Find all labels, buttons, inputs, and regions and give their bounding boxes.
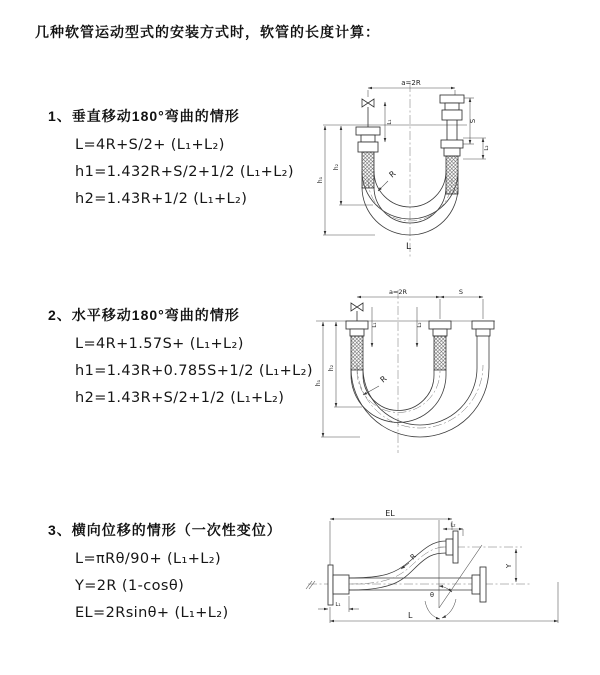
formula-line: h1=1.432R+S/2+1/2 (L₁+L₂) (75, 164, 294, 180)
section-3-heading: 3、横向位移的情形（一次性变位） (48, 522, 282, 538)
dim-label-l2: L₂ (450, 522, 456, 529)
radius-label: R (387, 169, 398, 180)
dim-label-h2: h₂ (333, 163, 340, 171)
angle-label: θ (430, 591, 434, 599)
dim-label-el: EL (385, 509, 395, 518)
hose-curves (351, 336, 489, 437)
dimension-lines (318, 519, 558, 623)
formula-line: EL=2Rsinθ+ (L₁+L₂) (75, 605, 229, 621)
section-3-formulas (48, 551, 282, 621)
s-curve-hose (349, 541, 446, 590)
lower-right-flange (472, 567, 486, 602)
length-label: L (406, 242, 412, 252)
section-1-heading: 1、垂直移动180°弯曲的情形 (48, 108, 240, 124)
page-title: 几种软管运动型式的安装方式时，软管的长度计算： (35, 24, 380, 40)
middle-end-fitting (429, 321, 451, 370)
section-lateral-displacement (48, 520, 282, 621)
dim-label-y: Y (505, 563, 513, 569)
formula-line: L=πRθ/90+ (L₁+L₂) (75, 551, 222, 567)
dim-label-l1: L₁ (335, 602, 341, 608)
valve-icon (351, 303, 363, 322)
lateral-displacement-diagram (300, 505, 600, 645)
dim-label-l2: L₂ (484, 145, 490, 151)
radius-label: R (408, 552, 418, 562)
radius-label: R (378, 374, 389, 385)
formula-line: h2=1.43R+S/2+1/2 (L₁+L₂) (75, 390, 285, 406)
left-flange (328, 565, 349, 605)
dim-label-a2r: a=2R (401, 79, 421, 87)
dim-label-l1: L₁ (387, 119, 393, 125)
dimension-lines (316, 297, 495, 437)
vertical-180-bend-diagram (315, 75, 550, 265)
dim-label-s: S (458, 288, 464, 296)
dim-label-l2: L₂ (417, 322, 423, 328)
section-2-formulas (48, 336, 313, 406)
section-horizontal-movement (48, 305, 313, 406)
left-end-fitting (356, 127, 380, 188)
section-vertical-movement (48, 106, 294, 207)
valve-icon (362, 99, 374, 127)
formula-line: h2=1.43R+1/2 (L₁+L₂) (75, 191, 248, 207)
formula-line: Y=2R (1-cosθ) (75, 578, 185, 594)
horizontal-180-bend-diagram (310, 285, 550, 460)
formula-line: h1=1.43R+0.785S+1/2 (L₁+L₂) (75, 363, 313, 379)
shifted-end-fitting (472, 321, 494, 336)
dim-label-h1: h₁ (317, 176, 324, 184)
dim-label-a2r: a=2R (388, 288, 408, 296)
formula-line: L=4R+1.57S+ (L₁+L₂) (75, 336, 244, 352)
dim-label-s: S (469, 118, 477, 124)
section-2-heading: 2、水平移动180°弯曲的情形 (48, 307, 240, 323)
break-mark (306, 581, 315, 589)
dim-label-h2: h₂ (328, 364, 335, 372)
section-1-formulas (48, 137, 294, 207)
dim-label-h1: h₁ (315, 379, 322, 387)
dim-label-l1: L₁ (372, 322, 378, 328)
diagram-labels (317, 79, 490, 252)
upper-right-flange (446, 531, 458, 563)
length-label: L (408, 611, 413, 620)
diagram-labels (335, 509, 513, 620)
left-end-fitting (346, 321, 368, 370)
formula-line: L=4R+S/2+ (L₁+L₂) (75, 137, 225, 153)
right-end-fitting (440, 95, 464, 194)
